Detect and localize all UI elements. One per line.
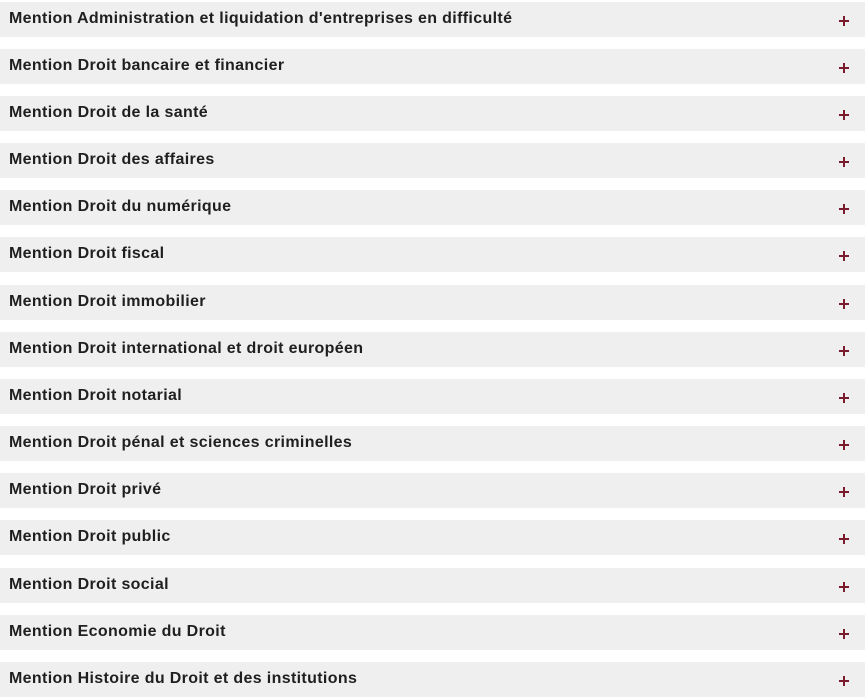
accordion-item-title: Mention Droit immobilier	[9, 292, 206, 310]
accordion-item-title: Mention Administration et liquidation d'entreprises en difficulté	[9, 9, 513, 27]
accordion-item-title: Mention Economie du Droit	[9, 622, 226, 640]
plus-icon[interactable]	[837, 532, 851, 546]
plus-icon[interactable]	[837, 108, 851, 122]
accordion-item-droit-numerique[interactable]	[0, 190, 865, 225]
accordion-item-histoire-droit-institutions[interactable]	[0, 662, 865, 697]
plus-icon[interactable]	[837, 485, 851, 499]
accordion-item-droit-penal-sciences-criminelles[interactable]	[0, 426, 865, 461]
accordion-item-economie-droit[interactable]	[0, 615, 865, 650]
accordion-item-title: Mention Histoire du Droit et des institutions	[9, 669, 358, 687]
accordion-item-title: Mention Droit des affaires	[9, 150, 215, 168]
plus-icon[interactable]	[837, 297, 851, 311]
plus-icon[interactable]	[837, 61, 851, 75]
accordion-item-title: Mention Droit de la santé	[9, 103, 208, 121]
accordion-item-droit-fiscal[interactable]	[0, 237, 865, 272]
accordion-item-droit-affaires[interactable]	[0, 143, 865, 178]
accordion-item-droit-social[interactable]	[0, 568, 865, 603]
accordion-item-droit-immobilier[interactable]	[0, 285, 865, 320]
plus-icon[interactable]	[837, 249, 851, 263]
plus-icon[interactable]	[837, 202, 851, 216]
plus-icon[interactable]	[837, 627, 851, 641]
accordion-item-title: Mention Droit international et droit européen	[9, 339, 364, 357]
accordion-item-title: Mention Droit pénal et sciences criminelles	[9, 433, 353, 451]
plus-icon[interactable]	[837, 580, 851, 594]
accordion-item-administration-liquidation[interactable]	[0, 2, 865, 37]
accordion-item-title: Mention Droit fiscal	[9, 244, 165, 262]
accordion-item-title: Mention Droit privé	[9, 480, 162, 498]
accordion-item-title: Mention Droit public	[9, 527, 171, 545]
accordion-item-title: Mention Droit social	[9, 575, 169, 593]
plus-icon[interactable]	[837, 14, 851, 28]
accordion-item-droit-notarial[interactable]	[0, 379, 865, 414]
accordion-item-title: Mention Droit du numérique	[9, 197, 232, 215]
plus-icon[interactable]	[837, 155, 851, 169]
plus-icon[interactable]	[837, 391, 851, 405]
accordion-item-droit-prive[interactable]	[0, 473, 865, 508]
plus-icon[interactable]	[837, 674, 851, 688]
accordion-item-title: Mention Droit bancaire et financier	[9, 56, 285, 74]
accordion-item-droit-sante[interactable]	[0, 96, 865, 131]
accordion-item-droit-international-europeen[interactable]	[0, 332, 865, 367]
accordion-item-droit-bancaire-financier[interactable]	[0, 49, 865, 84]
plus-icon[interactable]	[837, 438, 851, 452]
accordion-item-title: Mention Droit notarial	[9, 386, 183, 404]
plus-icon[interactable]	[837, 344, 851, 358]
accordion-item-droit-public[interactable]	[0, 520, 865, 555]
